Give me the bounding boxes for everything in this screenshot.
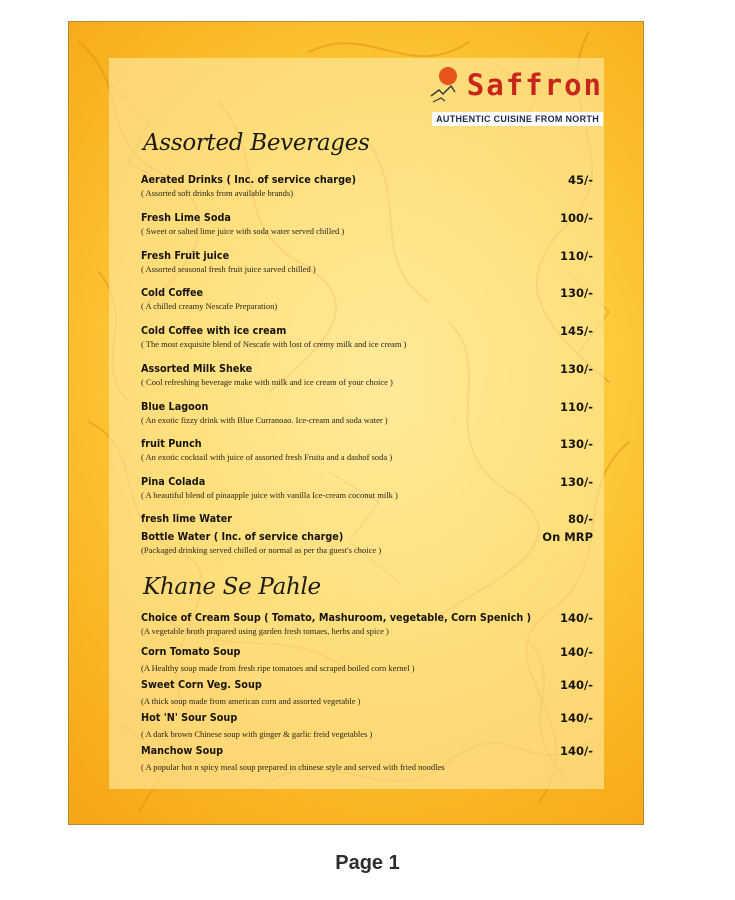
menu-item (141, 474, 593, 501)
item-price: 140/- (560, 744, 593, 758)
item-price: 110/- (560, 400, 593, 414)
item-price: 130/- (560, 286, 593, 300)
item-name: Hot 'N' Sour Soup (141, 711, 238, 724)
menu-item (141, 210, 593, 237)
menu-item (141, 436, 593, 463)
item-price: 140/- (560, 645, 593, 659)
item-description: ( A beautiful blend of pinaapple juice with vanilla Ice-cream coconut milk ) (141, 490, 398, 500)
menu-item (141, 172, 593, 199)
menu-item (141, 743, 593, 773)
menu-item (141, 323, 593, 350)
item-price: 45/- (568, 173, 593, 187)
menu-item (141, 677, 593, 707)
item-price: 80/- (568, 512, 593, 526)
item-price: 145/- (560, 324, 593, 338)
item-description: ( An exotic cocktail with juice of assorted fresh Fruita and a dashof soda ) (141, 452, 393, 462)
item-name: fruit Punch (141, 437, 202, 450)
item-name: Fresh Fruit juice (141, 249, 230, 262)
item-name: Blue Lagoon (141, 400, 209, 413)
item-name: fresh lime Water (141, 512, 233, 525)
item-name: Pina Colada (141, 475, 206, 488)
item-price: On MRP (542, 530, 593, 544)
menu-item (141, 610, 593, 637)
menu-item (141, 511, 593, 527)
item-name: Choice of Cream Soup ( Tomato, Mashuroom, vegetable, Corn Spenich ) (141, 611, 532, 624)
item-description: ( Sweet or salted lime juice with soda water served chilled ) (141, 226, 345, 236)
item-description: ( An exotic fizzy drink with Blue Curranoao. Ice-cream and soda water ) (141, 415, 388, 425)
item-description: ( A popular hot n spicy meal soup prepared in chinese style and served with fried noodles (141, 762, 445, 772)
menu-item (141, 361, 593, 388)
item-description: ( A chilled creamy Nescafe Preparation) (141, 301, 278, 311)
menu-item (141, 710, 593, 740)
item-name: Bottle Water ( Inc. of service charge) (141, 530, 344, 543)
item-description: (Packaged drinking served chilled or normal as per tha guest's choice ) (141, 545, 382, 555)
item-name: Cold Coffee (141, 286, 204, 299)
item-price: 130/- (560, 362, 593, 376)
item-name: Cold Coffee with ice cream (141, 324, 287, 337)
item-price: 140/- (560, 611, 593, 625)
item-description: ( Assorted seasonal fresh fruit juice sarved chilled ) (141, 264, 316, 274)
item-price: 130/- (560, 437, 593, 451)
menu-item (141, 285, 593, 312)
menu-item (141, 248, 593, 275)
item-price: 140/- (560, 711, 593, 725)
section-title-beverages: Assorted Beverages (143, 130, 370, 156)
menu-item (141, 644, 593, 674)
item-name: Fresh Lime Soda (141, 211, 231, 224)
item-name: Assorted Milk Sheke (141, 362, 253, 375)
logo-tagline: AUTHENTIC CUISINE FROM NORTH (432, 112, 603, 126)
page-number-label: Page 1 (335, 852, 400, 874)
item-price: 110/- (560, 249, 593, 263)
item-description: (A thick soup made from american corn and assorted vegetable ) (141, 696, 361, 706)
item-description: (A vegetable broth prapared using garden fresh tomaes, herbs and spice ) (141, 626, 389, 636)
item-name: Corn Tomato Soup (141, 645, 241, 658)
saffron-logo (423, 64, 603, 130)
logo-wordmark: Saffron (466, 68, 603, 102)
item-description: (A Healthy soup made from fresh ripe tomatoes and scraped boiled corn kernel ) (141, 663, 415, 673)
item-price: 140/- (560, 678, 593, 692)
item-description: ( Assorted soft drinks from available brands) (141, 188, 294, 198)
item-price: 130/- (560, 475, 593, 489)
item-name: Aerated Drinks ( Inc. of service charge) (141, 173, 357, 186)
sun-bird-icon (429, 64, 463, 108)
menu-item (141, 529, 593, 556)
item-description: ( A dark brown Chinese soup with ginger & garlic freid vegetables ) (141, 729, 373, 739)
menu-page (68, 21, 644, 825)
item-price: 100/- (560, 211, 593, 225)
menu-item (141, 399, 593, 426)
item-name: Manchow Soup (141, 744, 224, 757)
section-title-soups: Khane Se Pahle (143, 574, 321, 600)
item-description: ( Cool refreshing beverage make with milk and ice cream of your choice ) (141, 377, 393, 387)
item-description: ( The most exquisite blend of Nescafe with lost of cremy milk and ice cream ) (141, 339, 407, 349)
item-name: Sweet Corn Veg. Soup (141, 678, 262, 691)
